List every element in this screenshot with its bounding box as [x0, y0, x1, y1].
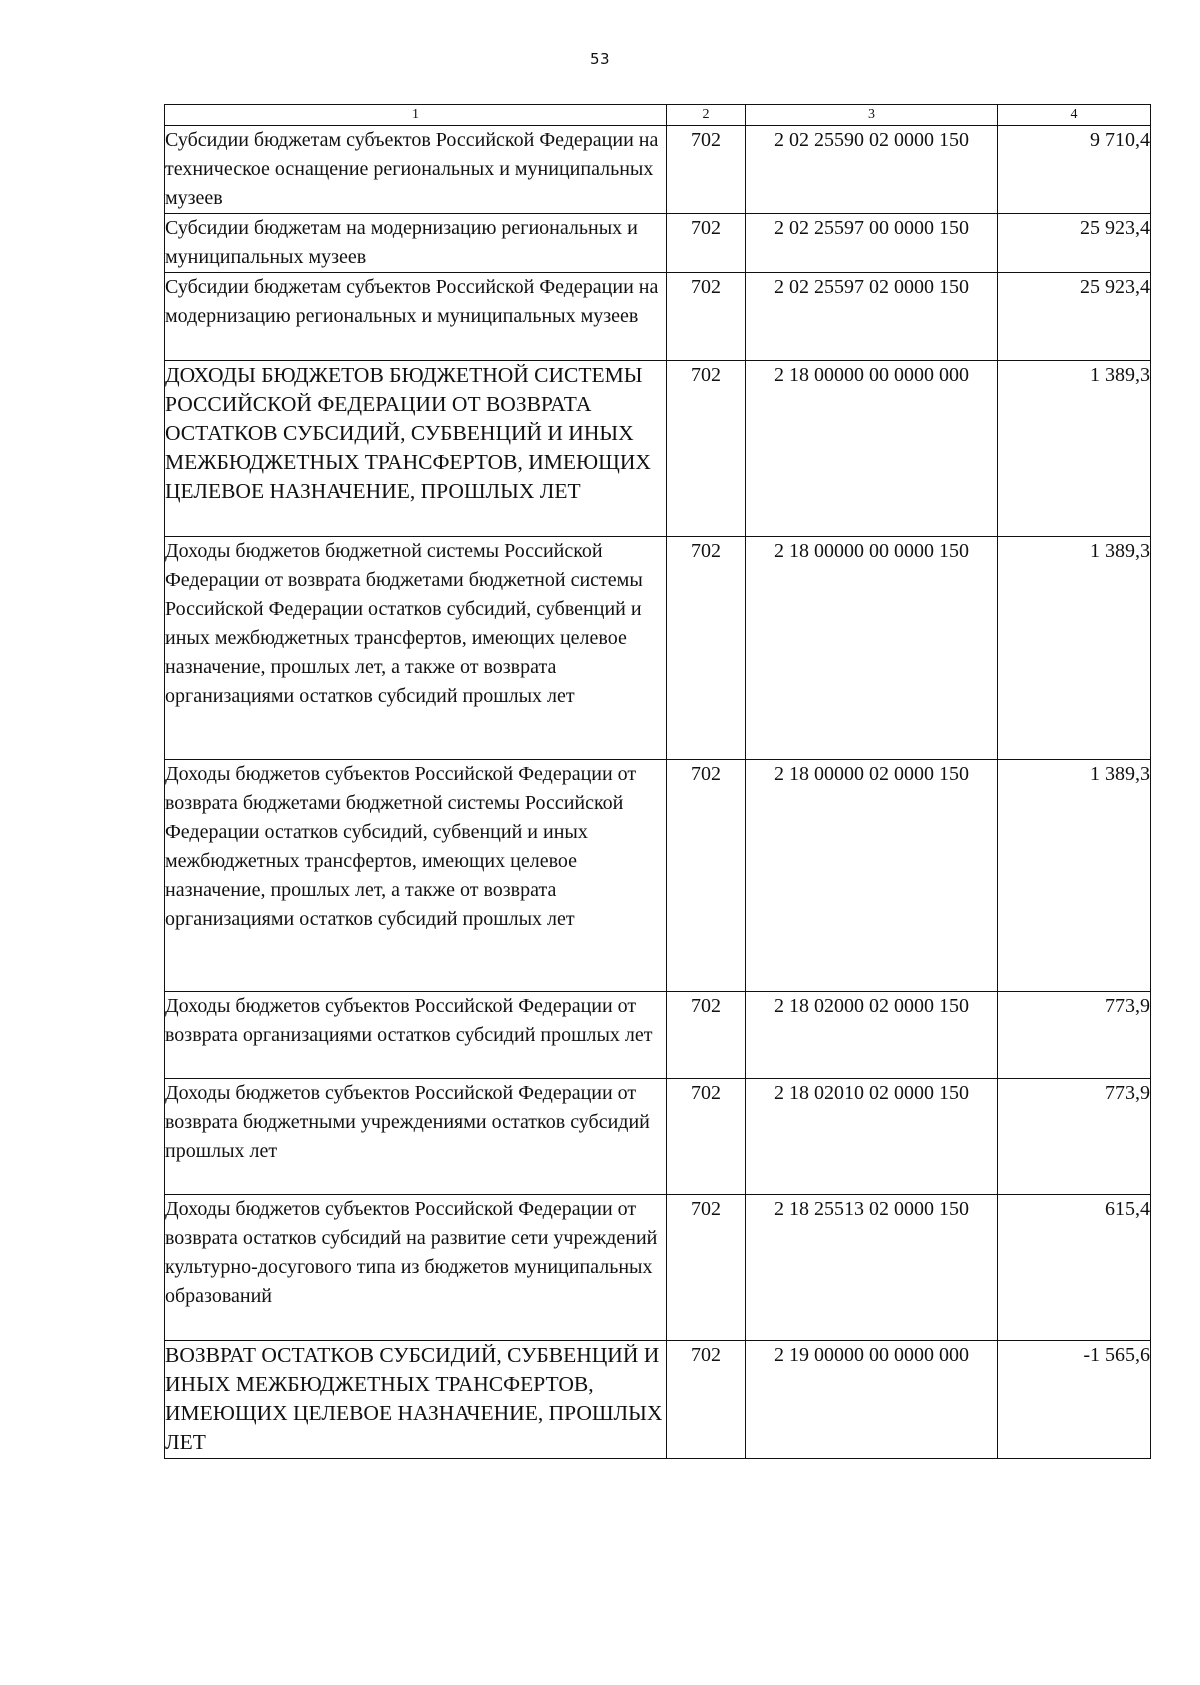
row-admin-code: 702: [667, 1195, 746, 1341]
table-row: [165, 273, 1151, 361]
row-budget-code: 2 18 02000 02 0000 150: [746, 992, 998, 1079]
table-row: [165, 1341, 1151, 1459]
row-amount: 1 389,3: [998, 760, 1151, 992]
row-budget-code: 2 18 25513 02 0000 150: [746, 1195, 998, 1341]
row-admin-code: 702: [667, 214, 746, 273]
row-amount: 25 923,4: [998, 273, 1151, 361]
row-budget-code: 2 18 00000 00 0000 150: [746, 537, 998, 760]
row-amount: 773,9: [998, 992, 1151, 1079]
row-admin-code: 702: [667, 273, 746, 361]
column-header-2: 2: [667, 105, 746, 126]
row-budget-code: 2 18 02010 02 0000 150: [746, 1079, 998, 1195]
row-amount: 773,9: [998, 1079, 1151, 1195]
table-row: [165, 361, 1151, 537]
column-header-3: 3: [746, 105, 998, 126]
row-amount: -1 565,6: [998, 1341, 1151, 1459]
row-admin-code: 702: [667, 361, 746, 537]
table-row: [165, 992, 1151, 1079]
column-header-1: 1: [165, 105, 667, 126]
table-row: [165, 760, 1151, 992]
row-description: Субсидии бюджетам на модернизацию региональных и муниципальных музеев: [165, 214, 667, 273]
page-number: 53: [589, 50, 611, 68]
table-header-row: [165, 105, 1151, 126]
table-row: [165, 126, 1151, 214]
row-admin-code: 702: [667, 1079, 746, 1195]
row-amount: 9 710,4: [998, 126, 1151, 214]
row-description: Субсидии бюджетам субъектов Российской Федерации на модернизацию региональных и муниципальных музеев: [165, 273, 667, 361]
row-description: ВОЗВРАТ ОСТАТКОВ СУБСИДИЙ, СУБВЕНЦИЙ И ИНЫХ МЕЖБЮДЖЕТНЫХ ТРАНСФЕРТОВ, ИМЕЮЩИХ ЦЕЛЕВОЕ НАЗНАЧЕНИЕ, ПРОШЛЫХ ЛЕТ: [165, 1341, 667, 1459]
row-budget-code: 2 18 00000 02 0000 150: [746, 760, 998, 992]
row-admin-code: 702: [667, 1341, 746, 1459]
row-admin-code: 702: [667, 992, 746, 1079]
table-row: [165, 1079, 1151, 1195]
row-budget-code: 2 02 25597 02 0000 150: [746, 273, 998, 361]
row-budget-code: 2 02 25590 02 0000 150: [746, 126, 998, 214]
row-budget-code: 2 18 00000 00 0000 000: [746, 361, 998, 537]
row-amount: 615,4: [998, 1195, 1151, 1341]
row-description: Субсидии бюджетам субъектов Российской Федерации на техническое оснащение региональных и муниципальных музеев: [165, 126, 667, 214]
table-row: [165, 537, 1151, 760]
row-description: Доходы бюджетов субъектов Российской Федерации от возврата организациями остатков субсидий прошлых лет: [165, 992, 667, 1079]
row-amount: 1 389,3: [998, 361, 1151, 537]
table-row: [165, 214, 1151, 273]
row-budget-code: 2 19 00000 00 0000 000: [746, 1341, 998, 1459]
column-header-4: 4: [998, 105, 1151, 126]
row-description: Доходы бюджетов субъектов Российской Федерации от возврата бюджетными учреждениями остатков субсидий прошлых лет: [165, 1079, 667, 1195]
row-description: ДОХОДЫ БЮДЖЕТОВ БЮДЖЕТНОЙ СИСТЕМЫ РОССИЙСКОЙ ФЕДЕРАЦИИ ОТ ВОЗВРАТА ОСТАТКОВ СУБСИДИЙ, СУБВЕНЦИЙ И ИНЫХ МЕЖБЮДЖЕТНЫХ ТРАНСФЕРТОВ, ИМЕЮЩИХ ЦЕЛЕВОЕ НАЗНАЧЕНИЕ, ПРОШЛЫХ ЛЕТ: [165, 361, 667, 537]
row-description: Доходы бюджетов субъектов Российской Федерации от возврата остатков субсидий на развитие сети учреждений культурно-досугового типа из бюджетов муниципальных образований: [165, 1195, 667, 1341]
row-amount: 25 923,4: [998, 214, 1151, 273]
row-description: Доходы бюджетов бюджетной системы Российской Федерации от возврата бюджетами бюджетной системы Российской Федерации остатков субсидий, субвенций и иных межбюджетных трансфертов, имеющих целевое назначение, прошлых лет, а также от возврата организациями остатков субсидий прошлых лет: [165, 537, 667, 760]
row-admin-code: 702: [667, 537, 746, 760]
budget-revenue-table: [164, 104, 1151, 1459]
table-row: [165, 1195, 1151, 1341]
row-amount: 1 389,3: [998, 537, 1151, 760]
row-admin-code: 702: [667, 126, 746, 214]
row-description: Доходы бюджетов субъектов Российской Федерации от возврата бюджетами бюджетной системы Российской Федерации остатков субсидий, субвенций и иных межбюджетных трансфертов, имеющих целевое назначение, прошлых лет, а также от возврата организациями остатков субсидий прошлых лет: [165, 760, 667, 992]
row-admin-code: 702: [667, 760, 746, 992]
row-budget-code: 2 02 25597 00 0000 150: [746, 214, 998, 273]
